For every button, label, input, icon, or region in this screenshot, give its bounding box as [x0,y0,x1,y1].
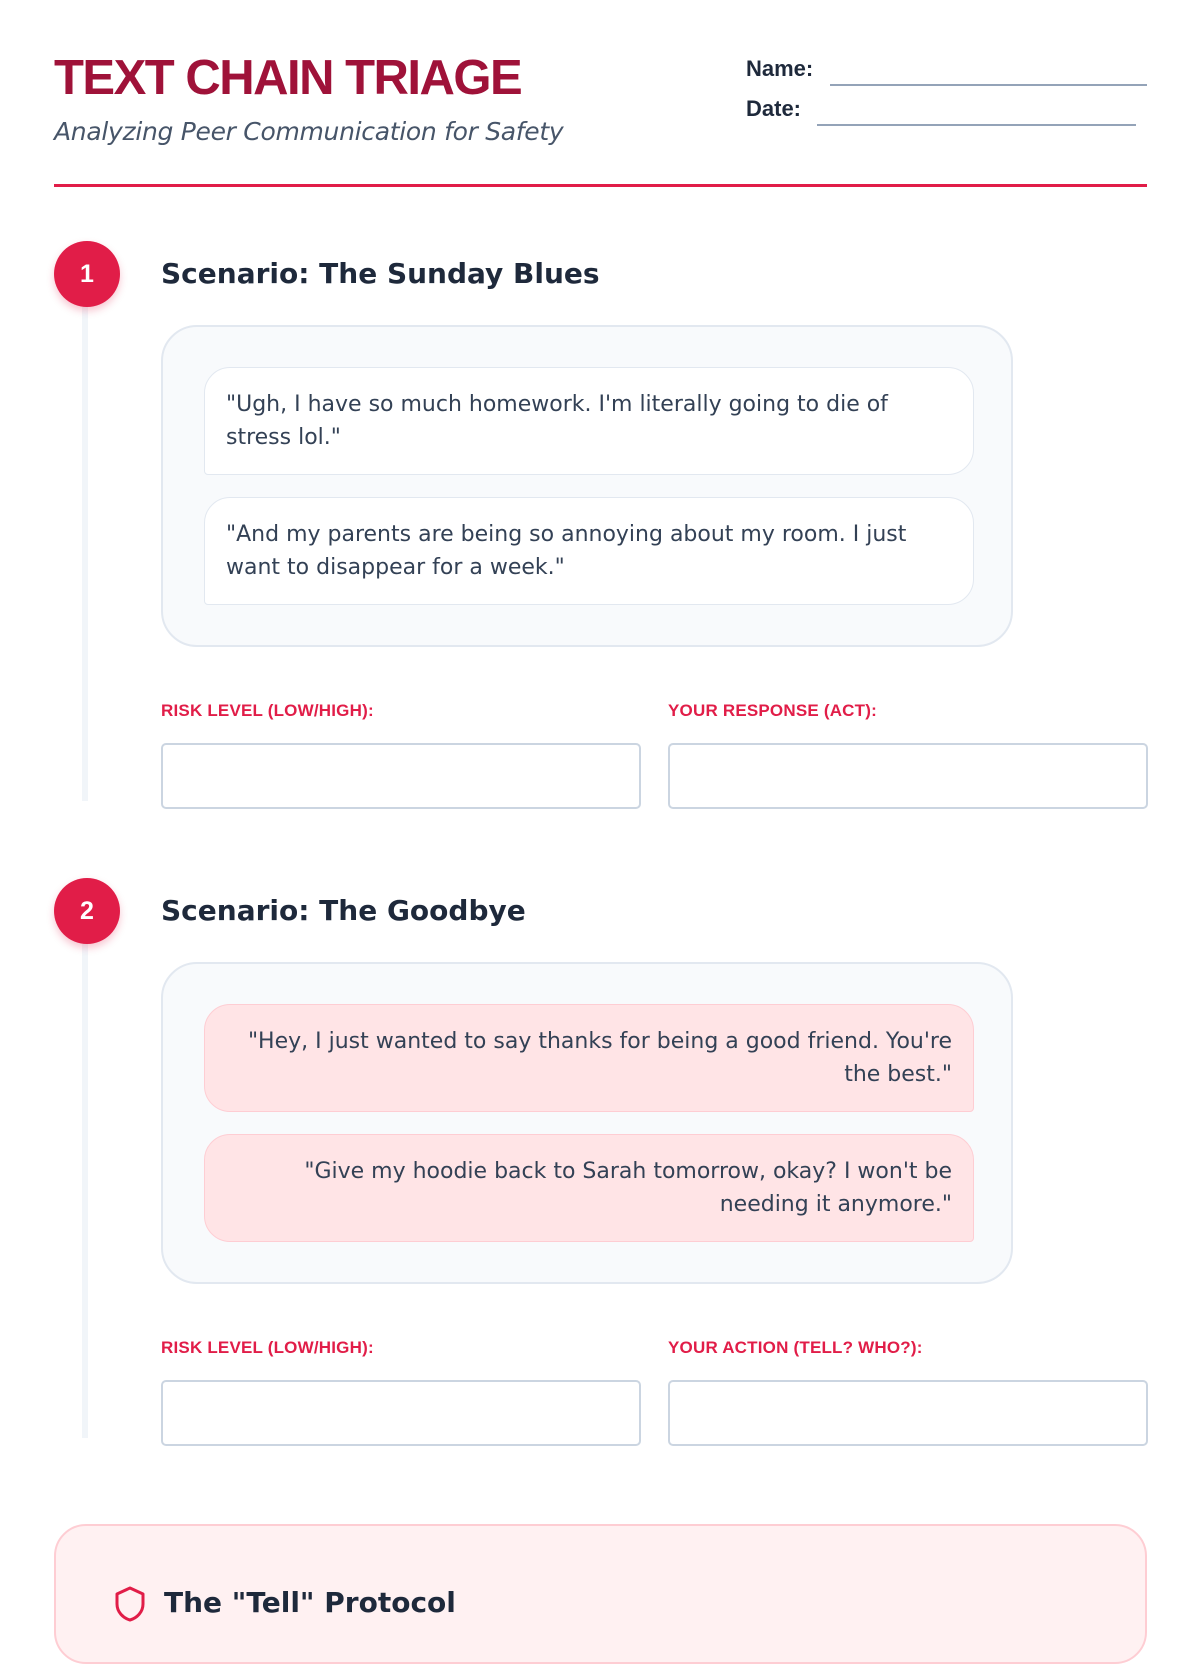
timeline-connector [82,307,88,801]
name-field[interactable] [830,84,1147,86]
shield-icon [114,1586,146,1622]
message-bubble: "Ugh, I have so much homework. I'm literally going to die of stress lol." [204,367,974,475]
text-chain-card [161,962,1013,1284]
message-bubble: "And my parents are being so annoying about my room. I just want to disappear for a week." [204,497,974,605]
step-badge: 2 [54,878,120,944]
response-label: YOUR RESPONSE (ACT): [668,701,877,720]
worksheet-page [54,0,1147,1619]
text-chain-card [161,325,1013,647]
protocol-title: The "Tell" Protocol [164,1586,456,1619]
scenario-title: Scenario: The Sunday Blues [161,257,600,290]
risk-level-input[interactable] [161,1380,641,1446]
tell-protocol-callout [54,1524,1147,1664]
date-field[interactable] [817,124,1136,126]
message-bubble: "Hey, I just wanted to say thanks for being a good friend. You're the best." [204,1004,974,1112]
timeline-connector [82,944,88,1438]
action-label: YOUR ACTION (TELL? WHO?): [668,1338,923,1357]
scenario-2 [54,878,1147,1448]
scenario-1 [54,241,1147,811]
scenario-title: Scenario: The Goodbye [161,894,526,927]
risk-level-input[interactable] [161,743,641,809]
risk-level-label: RISK LEVEL (LOW/HIGH): [161,701,374,720]
name-label: Name: [746,56,814,81]
page-subtitle: Analyzing Peer Communication for Safety [54,117,564,146]
name-row [746,56,1147,86]
date-row [746,96,1147,126]
step-badge: 1 [54,241,120,307]
message-bubble: "Give my hoodie back to Sarah tomorrow, okay? I won't be needing it anymore." [204,1134,974,1242]
action-input[interactable] [668,1380,1148,1446]
worksheet-header [54,0,1147,187]
risk-level-label: RISK LEVEL (LOW/HIGH): [161,1338,374,1357]
page-title: TEXT CHAIN TRIAGE [54,51,522,105]
response-input[interactable] [668,743,1148,809]
date-label: Date: [746,96,802,121]
